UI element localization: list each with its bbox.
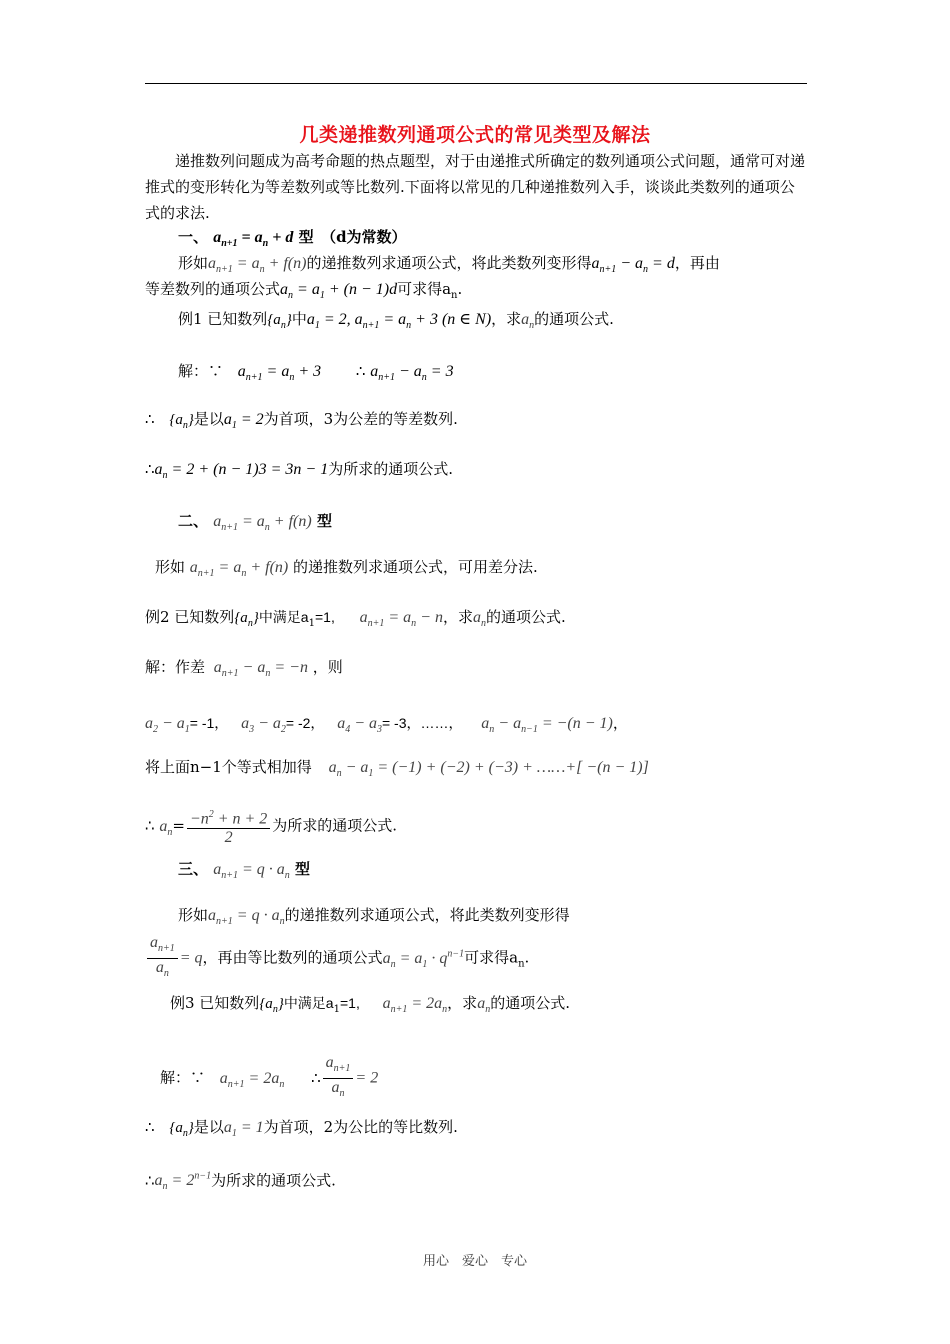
example-1-statement: 例1 已知数列$\{a_n\}$中$a_1 = 2$, $a_{n+1} = a_n + 3$ (n ∈ N)，求$a_n$的通项公式. xyxy=(178,310,614,332)
page-title: 几类递推数列通项公式的常见类型及解法 xyxy=(299,124,651,146)
example-1-solution-line: 解：∵ $a_{n+1} = a_n + 3$ ∴ $a_{n+1} - a_n = 3$ xyxy=(178,362,454,384)
page-footer: 用心 爱心 专心 xyxy=(422,1254,527,1269)
section-2-paragraph: 形如 $a_{n+1} = a_n + f(n)$ 的递推数列求通项公式，可用差分法. xyxy=(155,558,538,580)
fraction: $\frac{-n^2 + n + 2}{2}$ xyxy=(187,806,270,847)
header-rule xyxy=(145,83,807,84)
example-3-statement: 例3 已知数列$\{a_n\}$中满足$a_1=1$, $a_{n+1} = 2a_n$，求$a_n$的通项公式. xyxy=(170,994,570,1016)
section-3-heading: 三、 $a_{n+1} = q \cdot a_n$ 型 xyxy=(178,860,311,882)
section-3-paragraph-line-2: $\frac{a_{n+1}}{a_n}$ = q，再由等比数列的通项公式$a_n = a_1 \cdot q^{n-1}$可求得$a_n$. xyxy=(145,934,529,983)
example-3-solution-line: 解：∵ $a_{n+1} = 2a_n$ ∴ $\frac{a_{n+1}}{a_n}$ = 2 xyxy=(160,1054,378,1103)
section-1-paragraph-line-1: 形如$a_{n+1} = a_n + f(n)$的递推数列求通项公式，将此类数列变形得$a_{n+1} - a_n = d$，再由 xyxy=(178,254,720,276)
section-1-heading: 一、 $a_{n+1} = a_n + d$ 型 （d为常数） xyxy=(178,228,407,250)
section-3-paragraph-line-1: 形如$a_{n+1} = q \cdot a_n$的递推数列求通项公式，将此类数列变形得 xyxy=(178,906,570,928)
section-2-heading: 二、 $a_{n+1} = a_n + f(n)$ 型 xyxy=(178,512,332,534)
example-3-conclusion-2: $\therefore a_n = 2^{n-1}$为所求的通项公式. xyxy=(145,1171,336,1193)
example-1-conclusion-1: ∴ $\{a_n\}$是以$a_1 = 2$为首项，3为公差的等差数列. xyxy=(145,410,458,432)
example-2-difference-equations: $a_2 - a_1= -1$， $a_3 - a_2= -2$， $a_4 - a_3= -3$，……， $a_n - a_{n-1} = -(n - 1)$， xyxy=(145,714,628,736)
example-2-statement: 例2 已知数列$\{a_n\}$中满足$a_1=1$, $a_{n+1} = a_n - n$，求$a_n$的通项公式. xyxy=(145,608,566,630)
example-1-conclusion-2: $\therefore a_n = 2 + (n - 1)3 = 3n - 1$为所求的通项公式. xyxy=(145,460,453,482)
example-3-conclusion-1: ∴ $\{a_n\}$是以$a_1 = 1$为首项，2为公比的等比数列. xyxy=(145,1118,458,1140)
example-2-solution-line: 解：作差 $a_{n+1} - a_n = -n$ ，则 xyxy=(145,658,343,680)
section-1-paragraph-line-2: 等差数列的通项公式$a_n = a_1 + (n - 1)d$可求得$a_n$. xyxy=(145,280,463,302)
example-2-sum-line: 将上面n−1个等式相加得 $a_n - a_1 = (-1) + (-2) + (-3)$ + ……+[ −(n − 1)] xyxy=(145,758,649,780)
example-2-conclusion: ∴ $a_n=$ $\frac{-n^2 + n + 2}{2}$ 为所求的通项公式. xyxy=(145,806,397,847)
intro-paragraph: 递推数列问题成为高考命题的热点题型，对于由递推式所确定的数列通项公式问题，通常可对递推式的变形转化为等差数列或等比数列.下面将以常见的几种递推数列入手，谈谈此类数列的通项公式的求法. xyxy=(145,152,806,222)
fraction: $\frac{a_{n+1}}{a_n}$ xyxy=(147,934,178,983)
fraction: $\frac{a_{n+1}}{a_n}$ xyxy=(323,1054,354,1103)
